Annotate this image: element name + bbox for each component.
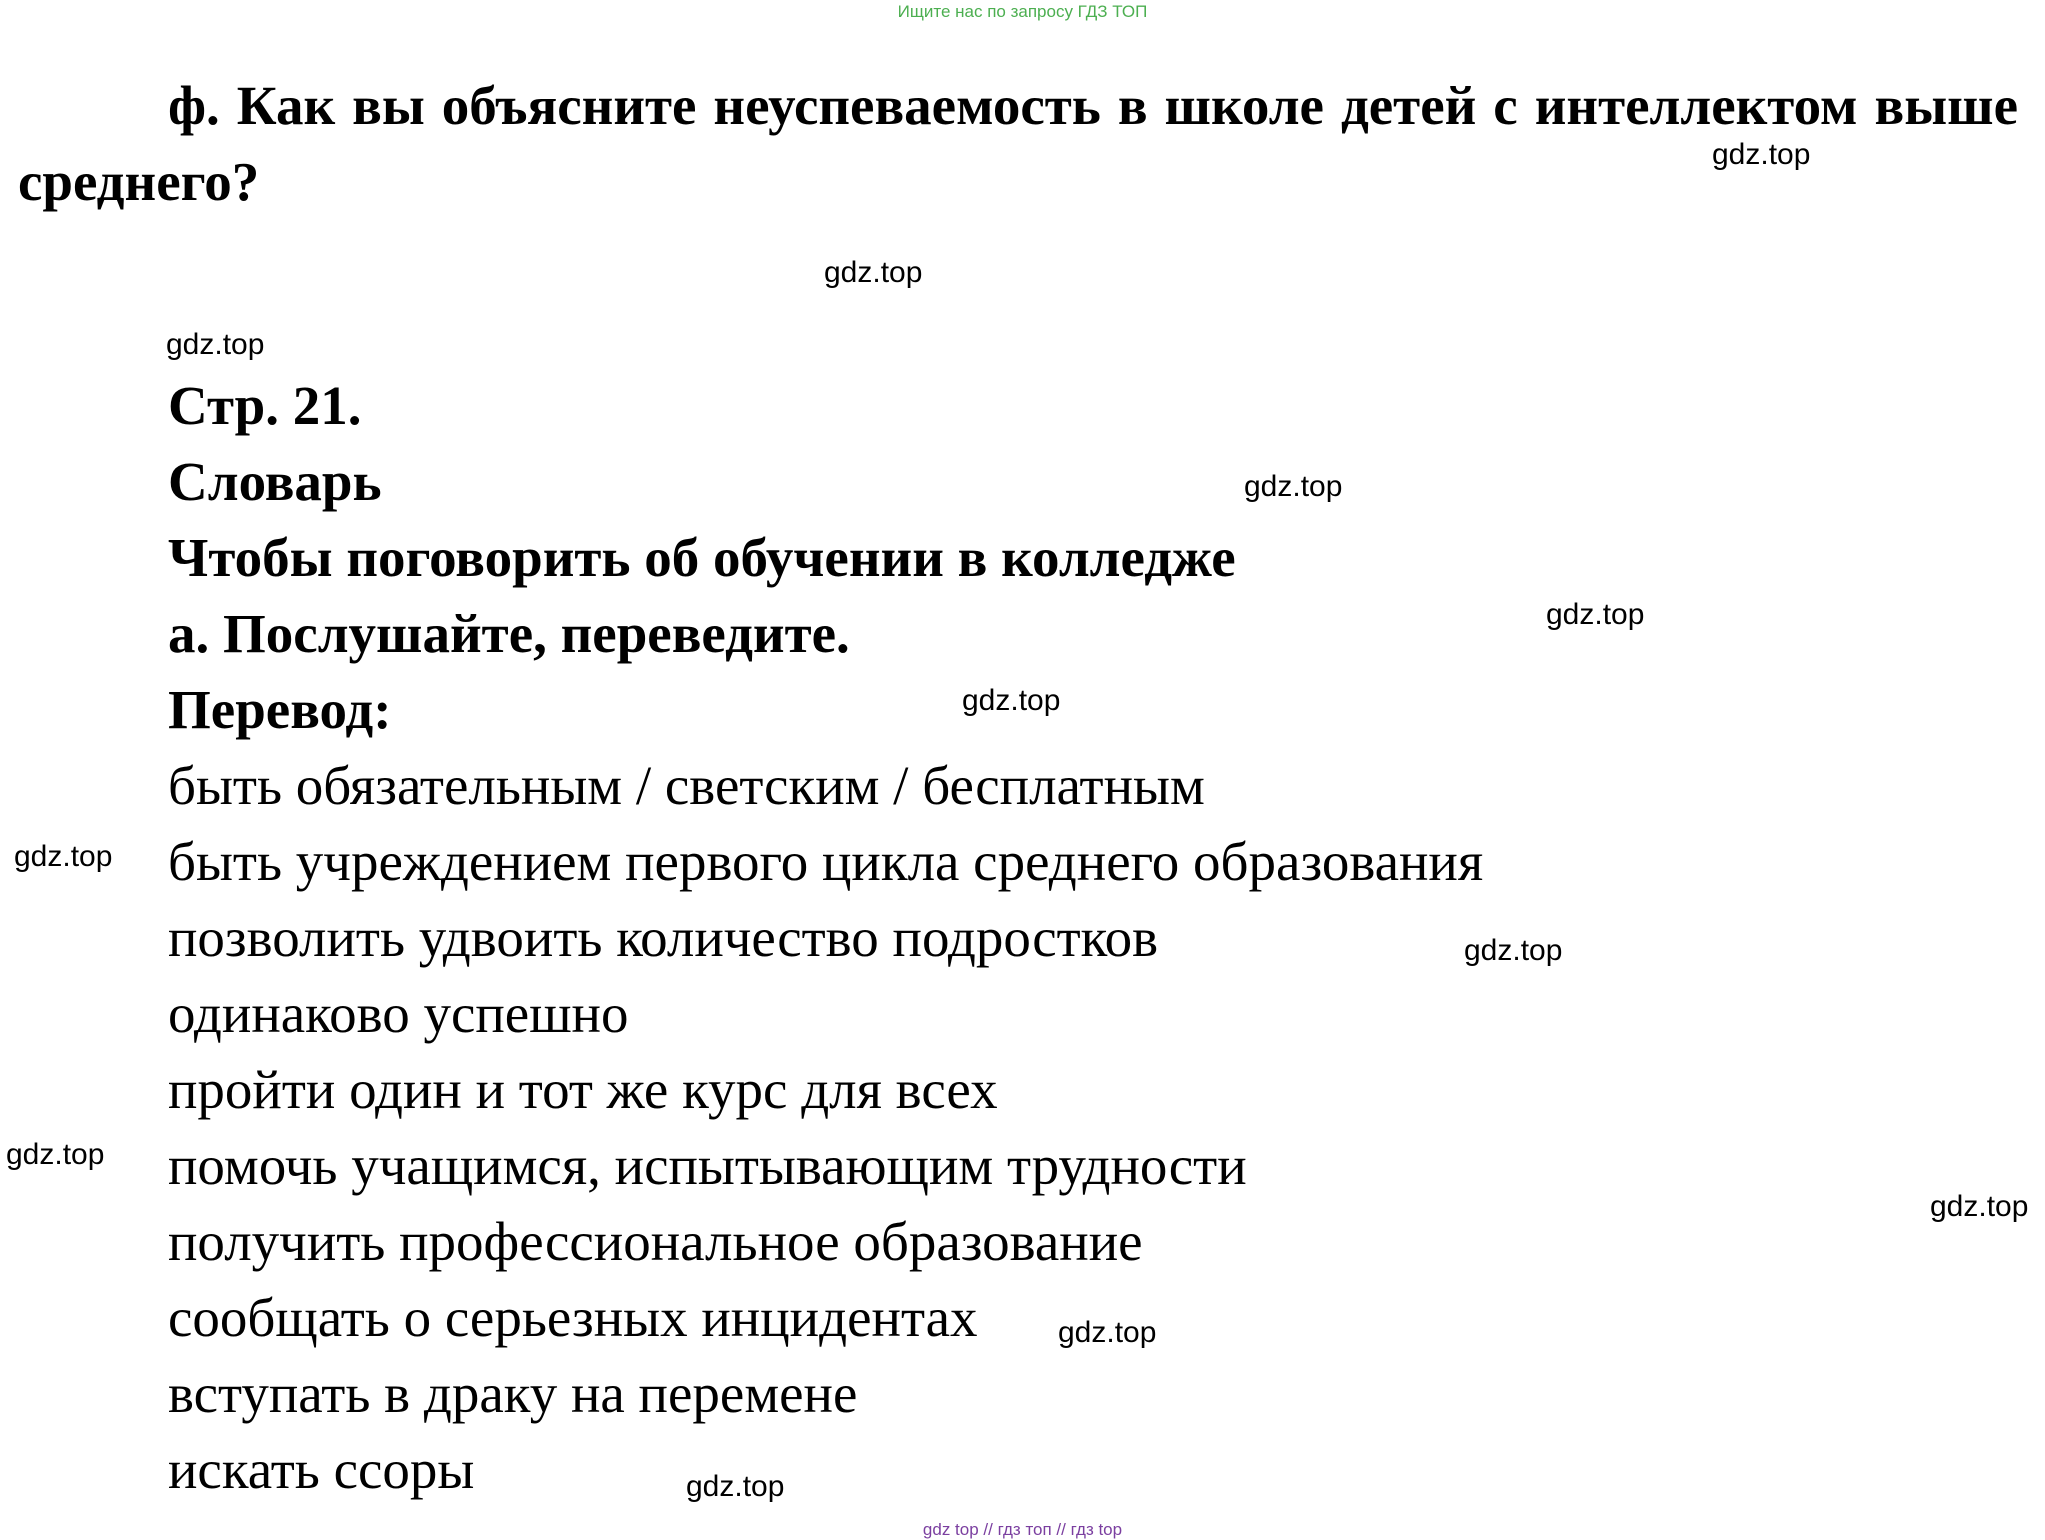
watermark: gdz.top <box>1058 1316 1157 1349</box>
header-note: Ищите нас по запросу ГДЗ ТОП <box>897 2 1148 21</box>
watermark: gdz.top <box>1546 598 1645 631</box>
translation-line: помочь учащимся, испытывающим трудности <box>168 1135 1247 1196</box>
watermark: gdz.top <box>824 256 923 289</box>
watermark: gdz.top <box>1464 934 1563 967</box>
translation-line: одинаково успешно <box>168 983 629 1044</box>
watermark: gdz.top <box>962 684 1061 717</box>
task-text: a. Послушайте, переведите. <box>168 603 850 664</box>
translation-line: сообщать о серьезных инцидентах <box>168 1287 978 1348</box>
question-text: ф. Как вы объясните неуспеваемость в школе детей с интеллектом выше среднего? <box>18 75 2018 212</box>
watermark: gdz.top <box>6 1138 105 1171</box>
translation-line: позволить удвоить количество подростков <box>168 907 1159 968</box>
translation-line: вступать в драку на перемене <box>168 1363 858 1424</box>
translation-line: быть учреждением первого цикла среднего образования <box>168 831 1484 892</box>
translation-line: быть обязательным / светским / бесплатным <box>168 755 1205 816</box>
watermark: gdz.top <box>166 328 265 361</box>
watermark: gdz.top <box>1244 470 1343 503</box>
translation-line: получить профессиональное образование <box>168 1211 1143 1272</box>
watermark: gdz.top <box>686 1470 785 1503</box>
footer-note: gdz top // гдз топ // гдз top <box>922 1520 1123 1539</box>
translation-line: искать ссоры <box>168 1439 475 1500</box>
watermark: gdz.top <box>1712 138 1811 171</box>
translation-label: Перевод: <box>168 679 392 740</box>
watermark: gdz.top <box>14 840 113 873</box>
subsection-title: Чтобы поговорить об обучении в колледже <box>168 527 1236 588</box>
watermark: gdz.top <box>1930 1190 2029 1223</box>
section-title: Словарь <box>168 451 382 512</box>
translation-line: пройти один и тот же курс для всех <box>168 1059 998 1120</box>
page-label: Стр. 21. <box>168 375 362 436</box>
